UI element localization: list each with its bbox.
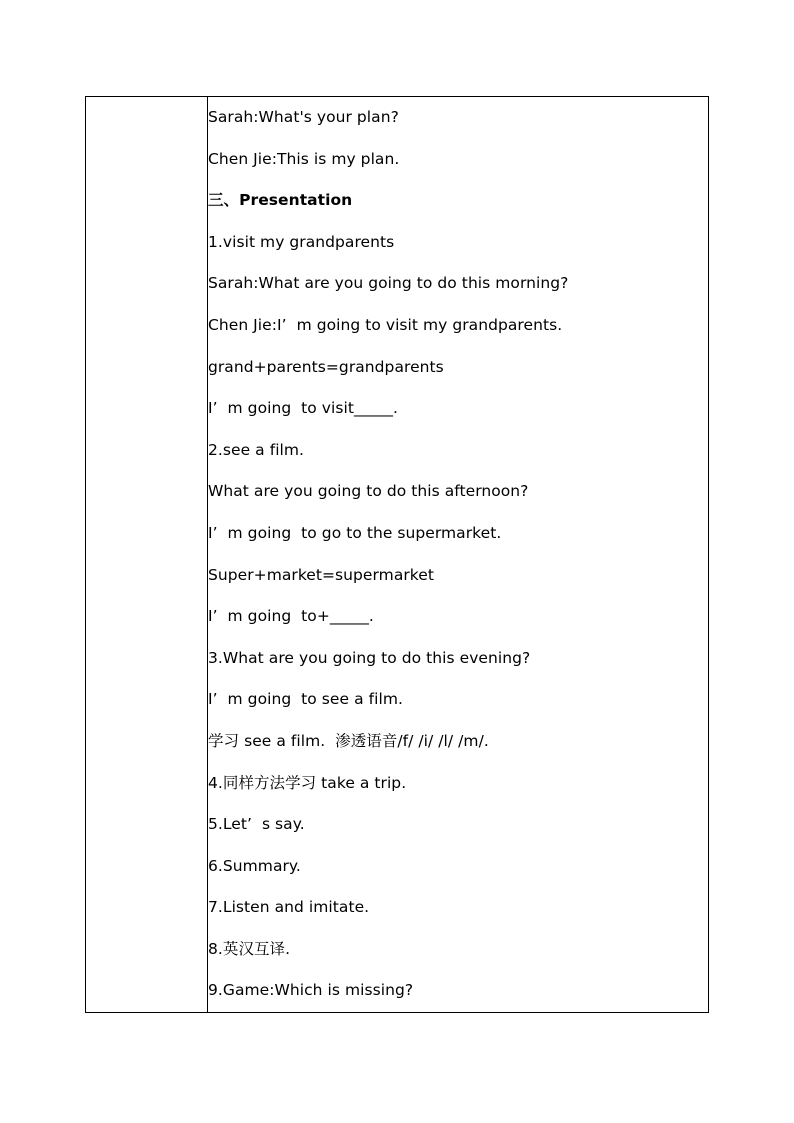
lesson-content-cell — [208, 97, 709, 1013]
dialogue-line: Chen Jie:This is my plan. — [208, 149, 400, 168]
step-line: 4.同样方法学习 take a trip. — [208, 773, 407, 792]
step-line: 9.Game:Which is missing? — [208, 981, 414, 1000]
dialogue-line: I’ m going to go to the supermarket. — [208, 523, 502, 542]
table-row — [86, 97, 709, 1013]
step-line: 1.visit my grandparents — [208, 232, 395, 251]
step-line: 7.Listen and imitate. — [208, 898, 370, 917]
step-line: 3.What are you going to do this evening? — [208, 648, 531, 667]
word-formation-line: grand+parents=grandparents — [208, 357, 444, 376]
step-line: 2.see a film. — [208, 440, 305, 459]
dialogue-line: Sarah:What are you going to do this morning? — [208, 274, 569, 293]
dialogue-line: What are you going to do this afternoon? — [208, 482, 529, 501]
word-formation-line: Super+market=supermarket — [208, 565, 434, 584]
fill-blank-line: I’ m going to visit_____. — [208, 399, 398, 418]
phonics-line: 学习 see a film. 渗透语音/f/ /i/ /l/ /m/. — [208, 731, 489, 750]
lesson-plan-table — [85, 96, 709, 1013]
empty-left-cell — [86, 97, 208, 1013]
step-line: 5.Let’ s say. — [208, 815, 305, 834]
dialogue-line: Chen Jie:I’ m going to visit my grandparents. — [208, 315, 563, 334]
step-line: 6.Summary. — [208, 856, 301, 875]
dialogue-line: Sarah:What's your plan? — [208, 108, 399, 126]
fill-blank-line: I’ m going to+_____. — [208, 607, 374, 626]
section-heading: 三、Presentation — [208, 191, 353, 210]
step-line: 8.英汉互译. — [208, 939, 291, 958]
dialogue-line: I’ m going to see a film. — [208, 690, 403, 709]
